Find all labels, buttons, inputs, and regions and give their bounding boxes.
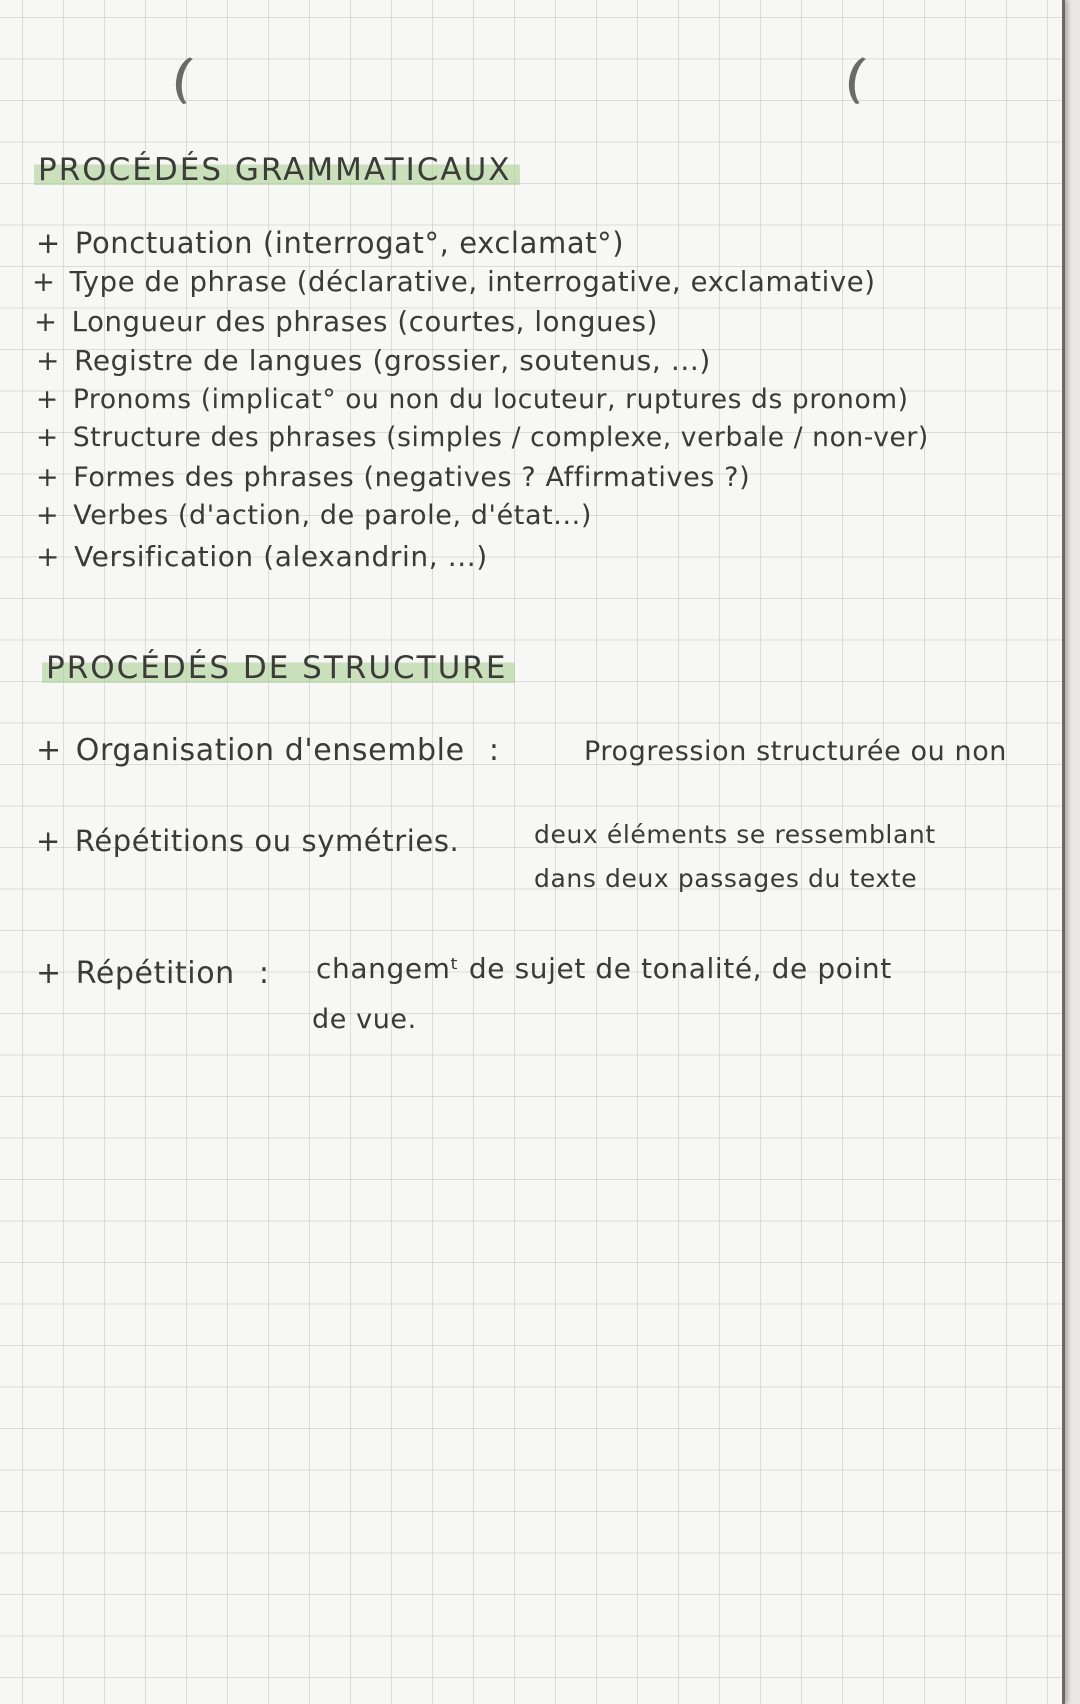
list-item: + Registre de langues (grossier, soutenus, ...) [36,344,711,377]
list-item: + Répétitions ou symétries. [36,824,460,858]
list-item: + Organisation d'ensemble : [36,733,500,768]
list-item: + Ponctuation (interrogat°, exclamat°) [36,226,625,260]
list-item: + Structure des phrases (simples / complexe, verbale / non-ver) [36,422,929,453]
definition: changemᵗ de sujet de tonalité, de point [316,952,892,985]
list-item: + Pronoms (implicat° ou non du locuteur, ruptures ds pronom) [36,384,909,415]
section-heading-grammaticaux: PROCÉDÉS GRAMMATICAUX [34,152,520,188]
list-item: + Répétition : [36,956,270,991]
list-item: + Verbes (d'action, de parole, d'état...) [36,500,592,531]
definition: dans deux passages du texte [534,864,918,893]
definition: deux éléments se ressemblant [534,820,936,849]
binder-hole-right [845,52,892,111]
list-item: + Versification (alexandrin, ...) [36,540,488,573]
definition: de vue. [312,1004,417,1035]
section-heading-structure: PROCÉDÉS DE STRUCTURE [42,650,515,686]
binder-hole-left [172,52,219,111]
list-item: + Formes des phrases (negatives ? Affirmatives ?) [36,462,751,493]
list-item: + Type de phrase (déclarative, interrogative, exclamative) [32,266,876,298]
definition: Progression structurée ou non [584,736,1008,767]
list-item: + Longueur des phrases (courtes, longues) [34,306,658,338]
